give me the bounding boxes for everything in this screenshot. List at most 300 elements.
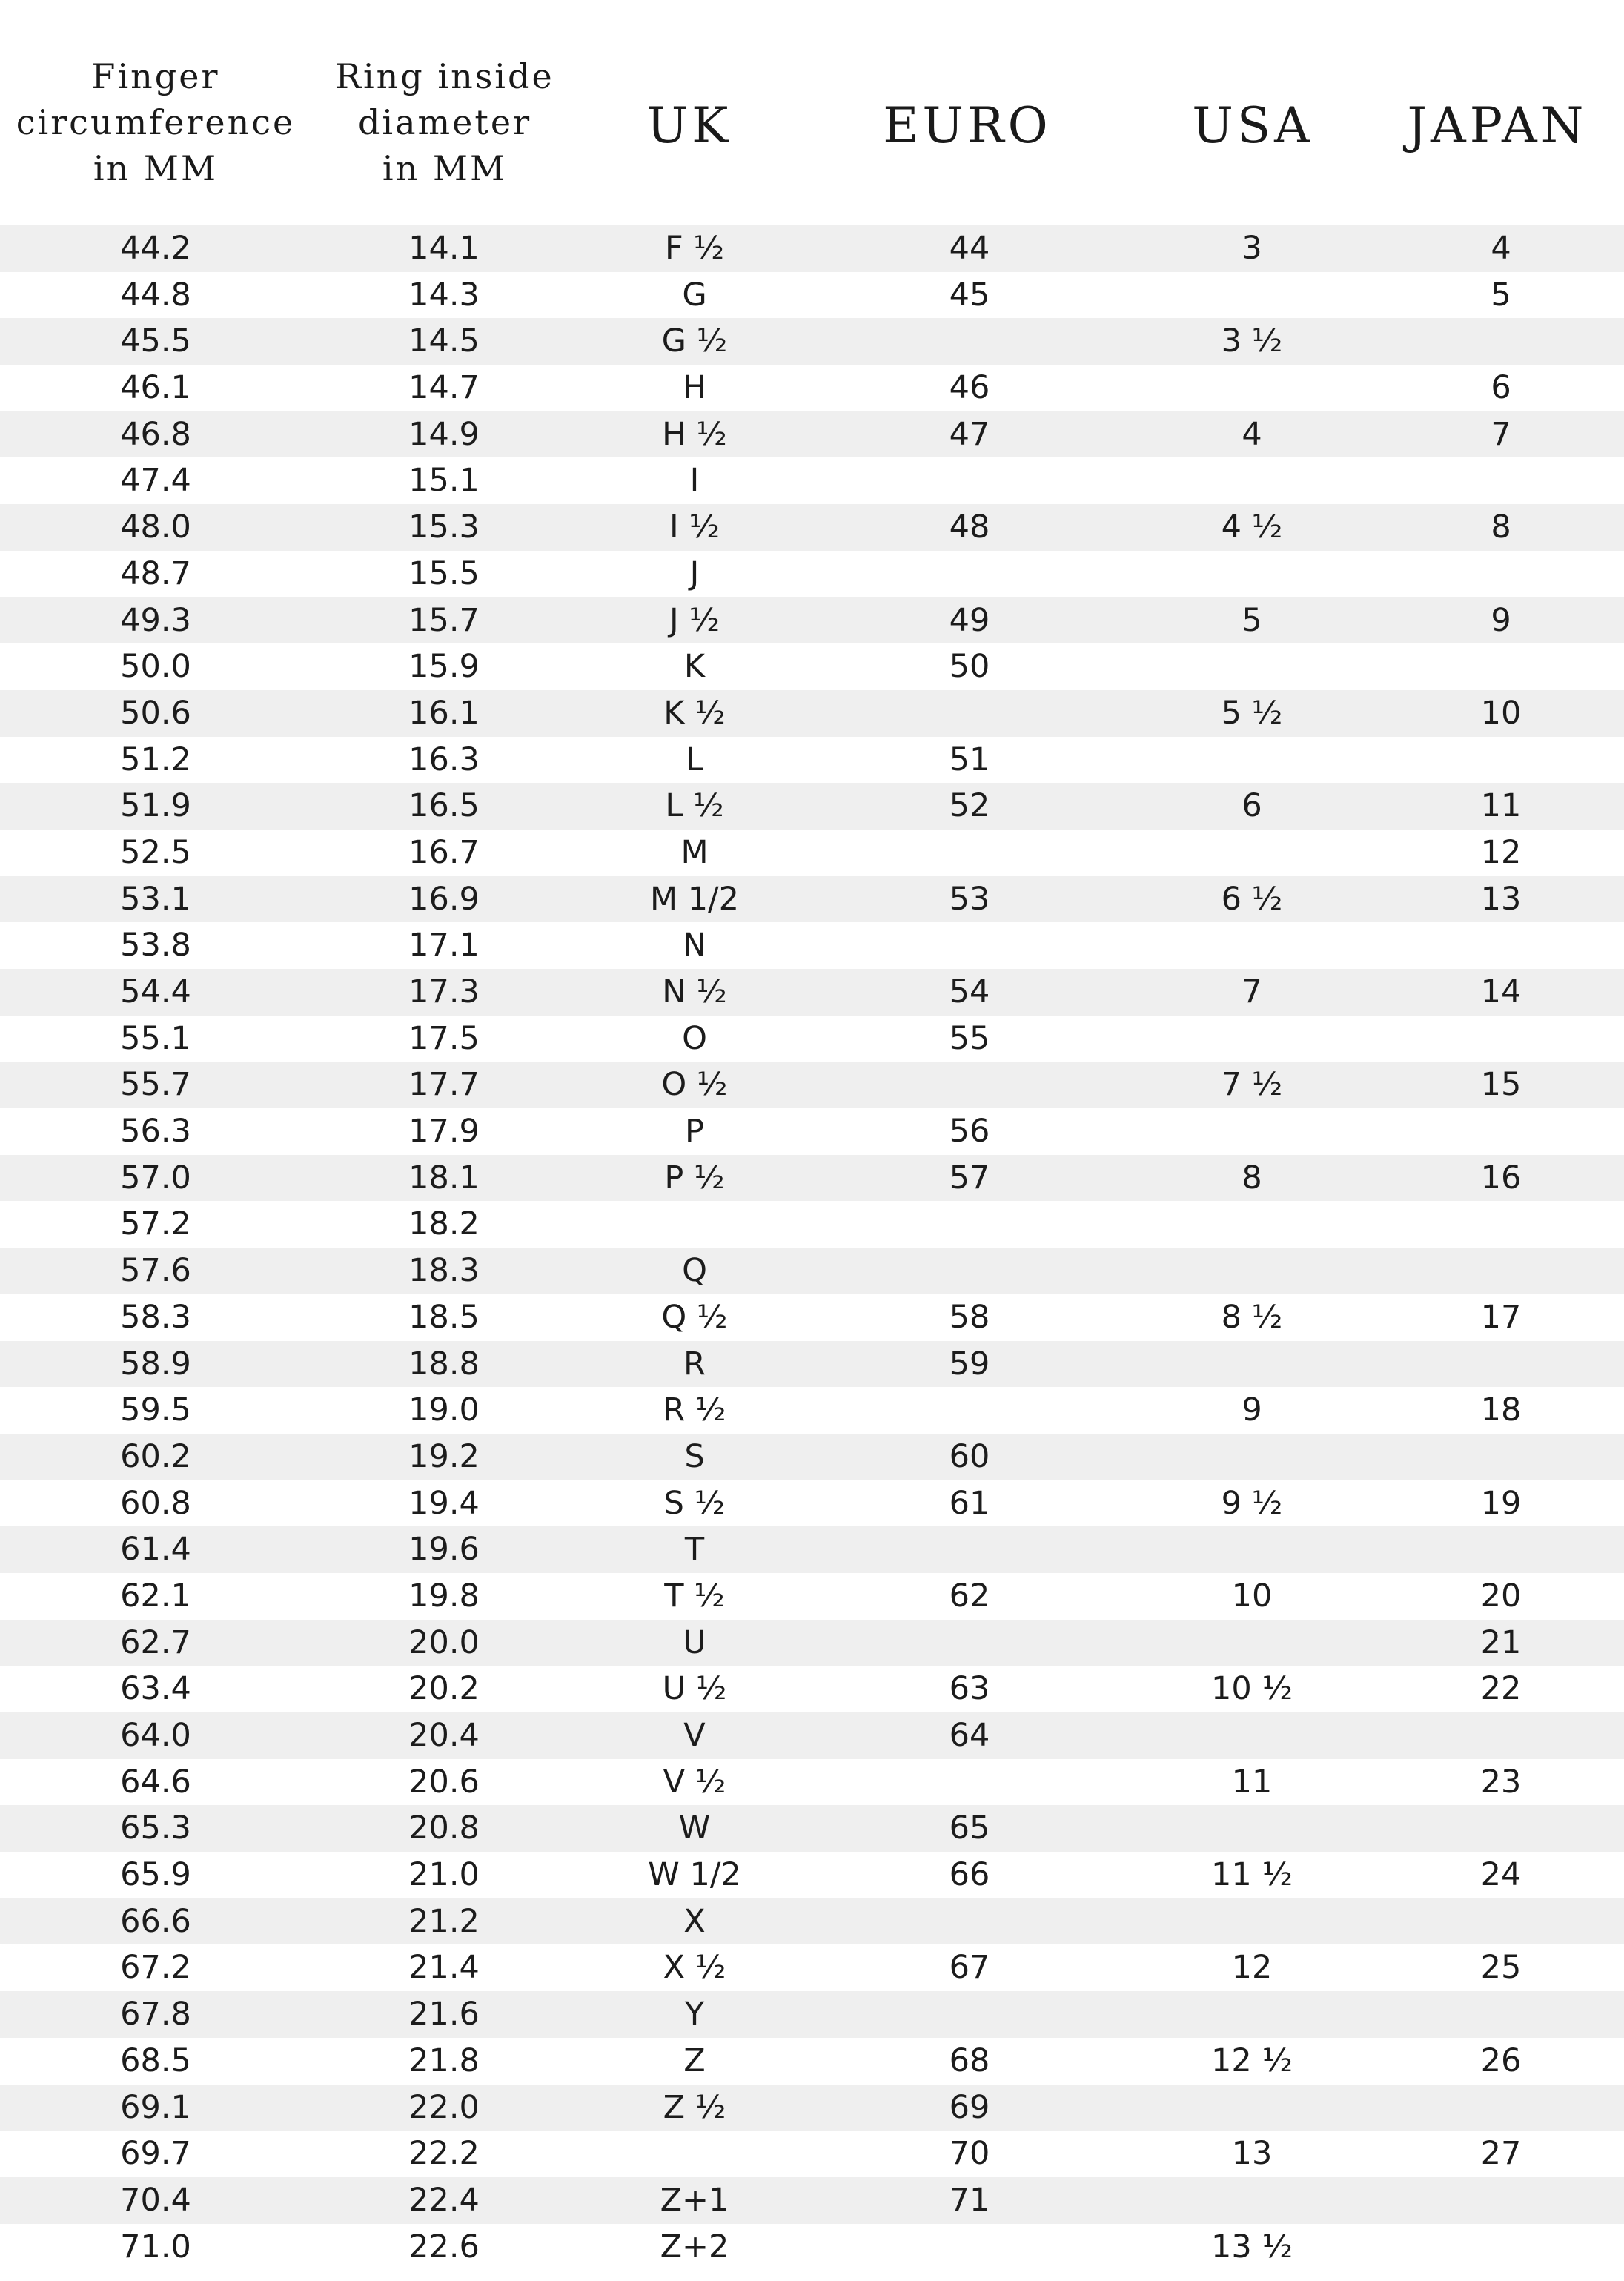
cell-inside-diameter: 18.8: [408, 1345, 480, 1383]
cell-japan: 14: [1480, 973, 1522, 1010]
cell-uk: O ½: [661, 1066, 728, 1104]
cell-usa: [1156, 1620, 1348, 1666]
cell-usa: 9 ½: [1221, 1484, 1283, 1522]
cell-inside-diameter: 21.4: [408, 1949, 480, 1987]
cell-usa: [1156, 2177, 1348, 2224]
header-japan: JAPAN: [1407, 97, 1588, 154]
cell-euro: [873, 1526, 1066, 1573]
table-row: [0, 1620, 1624, 1666]
cell-circumference: 67.8: [120, 1996, 191, 2033]
cell-uk: F ½: [664, 230, 725, 267]
cell-uk: P ½: [664, 1159, 725, 1196]
cell-uk: J ½: [669, 601, 720, 639]
cell-circumference: 52.5: [120, 833, 191, 871]
table-row: [0, 597, 1624, 644]
table-row: [0, 876, 1624, 923]
table-row: [0, 504, 1624, 551]
cell-circumference: 70.4: [120, 2181, 191, 2219]
cell-japan: [1405, 457, 1597, 504]
cell-euro: 71: [949, 2181, 990, 2219]
cell-circumference: 51.2: [120, 741, 191, 778]
cell-circumference: 48.7: [120, 554, 191, 592]
cell-euro: [873, 318, 1066, 365]
cell-euro: 44: [949, 230, 990, 267]
cell-euro: [873, 1201, 1066, 1248]
cell-uk: T: [684, 1531, 705, 1569]
table-row: [0, 1201, 1624, 1248]
table-row: [0, 1108, 1624, 1155]
cell-usa: 11: [1231, 1763, 1273, 1801]
cell-inside-diameter: 20.8: [408, 1810, 480, 1847]
cell-usa: [1156, 922, 1348, 969]
cell-usa: 8: [1242, 1159, 1262, 1196]
cell-euro: [873, 830, 1066, 876]
table-row: [0, 1852, 1624, 1898]
cell-usa: [1156, 1898, 1348, 1945]
cell-japan: 20: [1480, 1577, 1522, 1615]
cell-usa: [1156, 1712, 1348, 1759]
cell-euro: [873, 1759, 1066, 1806]
cell-uk: T ½: [664, 1577, 725, 1615]
table-row: [0, 1016, 1624, 1062]
table-row: [0, 2085, 1624, 2131]
cell-japan: 26: [1480, 2042, 1522, 2079]
cell-inside-diameter: 15.7: [408, 601, 480, 639]
cell-inside-diameter: 14.9: [408, 415, 480, 453]
cell-circumference: 60.2: [120, 1437, 191, 1475]
cell-uk: N ½: [662, 973, 727, 1010]
cell-euro: [873, 1248, 1066, 1294]
cell-uk: I ½: [669, 509, 720, 546]
cell-japan: [1405, 2177, 1597, 2224]
cell-japan: [1405, 1016, 1597, 1062]
table-row: [0, 783, 1624, 830]
cell-uk: Z: [683, 2042, 706, 2079]
header-usa: USA: [1192, 97, 1313, 154]
cell-inside-diameter: 22.2: [408, 2135, 480, 2173]
table-row: [0, 1944, 1624, 1991]
cell-usa: 5: [1242, 601, 1262, 639]
table-row: [0, 225, 1624, 272]
cell-inside-diameter: 20.0: [408, 1623, 480, 1661]
table-row: [0, 1434, 1624, 1480]
cell-euro: [873, 690, 1066, 737]
cell-uk: P: [685, 1113, 704, 1151]
cell-japan: 25: [1480, 1949, 1522, 1987]
table-row: [0, 1294, 1624, 1341]
cell-circumference: 68.5: [120, 2042, 191, 2079]
cell-uk: W 1/2: [648, 1856, 741, 1894]
cell-circumference: 65.3: [120, 1810, 191, 1847]
cell-circumference: 55.7: [120, 1066, 191, 1104]
cell-euro: 64: [949, 1717, 990, 1754]
header-finger-circumference: Finger circumference in MM: [16, 56, 296, 188]
cell-japan: 13: [1480, 880, 1522, 918]
cell-euro: [873, 922, 1066, 969]
cell-usa: 8 ½: [1221, 1298, 1283, 1336]
cell-inside-diameter: 14.3: [408, 276, 480, 314]
cell-circumference: 53.1: [120, 880, 191, 918]
cell-circumference: 50.0: [120, 648, 191, 686]
cell-uk: S ½: [663, 1484, 726, 1522]
table-row: [0, 690, 1624, 737]
cell-usa: 11 ½: [1210, 1856, 1293, 1894]
cell-euro: 58: [949, 1298, 990, 1336]
cell-usa: [1156, 737, 1348, 784]
cell-euro: [873, 1620, 1066, 1666]
cell-circumference: 48.0: [120, 509, 191, 546]
cell-circumference: 46.8: [120, 415, 191, 453]
cell-uk: V: [683, 1717, 706, 1754]
cell-circumference: 57.6: [120, 1252, 191, 1290]
cell-uk: K: [683, 648, 706, 686]
cell-japan: [1405, 2224, 1597, 2271]
cell-inside-diameter: 17.1: [408, 927, 480, 964]
cell-euro: 69: [949, 2088, 990, 2126]
cell-circumference: 51.9: [120, 787, 191, 825]
cell-euro: 51: [949, 741, 990, 778]
table-row: [0, 1248, 1624, 1294]
cell-euro: 70: [949, 2135, 990, 2173]
cell-uk: Z+1: [660, 2181, 729, 2219]
table-row: [0, 457, 1624, 504]
cell-uk: I: [689, 462, 700, 500]
cell-japan: 12: [1480, 833, 1522, 871]
cell-inside-diameter: 21.0: [408, 1856, 480, 1894]
cell-circumference: 54.4: [120, 973, 191, 1010]
cell-circumference: 63.4: [120, 1670, 191, 1708]
cell-uk: U: [683, 1623, 706, 1661]
cell-circumference: 61.4: [120, 1531, 191, 1569]
cell-inside-diameter: 19.8: [408, 1577, 480, 1615]
cell-usa: 5 ½: [1221, 694, 1283, 732]
cell-usa: 3: [1242, 230, 1262, 267]
cell-uk: M 1/2: [650, 880, 739, 918]
cell-japan: [1405, 1108, 1597, 1155]
cell-inside-diameter: 20.2: [408, 1670, 480, 1708]
cell-japan: [1405, 1201, 1597, 1248]
cell-uk: W: [678, 1810, 711, 1847]
cell-japan: [1405, 1434, 1597, 1480]
cell-inside-diameter: 16.3: [408, 741, 480, 778]
cell-circumference: 67.2: [120, 1949, 191, 1987]
cell-inside-diameter: 14.7: [408, 369, 480, 407]
cell-inside-diameter: 18.2: [408, 1205, 480, 1243]
cell-circumference: 44.2: [120, 230, 191, 267]
cell-euro: 47: [949, 415, 990, 453]
cell-japan: [1405, 551, 1597, 597]
cell-usa: [1156, 1526, 1348, 1573]
cell-usa: [1156, 1016, 1348, 1062]
cell-japan: 6: [1491, 369, 1511, 407]
cell-usa: [1156, 643, 1348, 690]
table-row: [0, 737, 1624, 784]
cell-uk: X: [683, 1902, 706, 1940]
cell-japan: 24: [1480, 1856, 1522, 1894]
table-row: [0, 830, 1624, 876]
cell-euro: 55: [949, 1019, 990, 1057]
table-row: [0, 272, 1624, 319]
cell-inside-diameter: 19.2: [408, 1437, 480, 1475]
cell-inside-diameter: 16.1: [408, 694, 480, 732]
cell-circumference: 57.2: [120, 1205, 191, 1243]
cell-euro: 49: [949, 601, 990, 639]
table-row: [0, 2038, 1624, 2085]
cell-uk: Q: [682, 1252, 707, 1290]
cell-usa: 10: [1231, 1577, 1273, 1615]
cell-inside-diameter: 16.5: [408, 787, 480, 825]
cell-uk: [598, 1201, 791, 1248]
table-row: [0, 1526, 1624, 1573]
cell-japan: [1405, 643, 1597, 690]
cell-inside-diameter: 21.8: [408, 2042, 480, 2079]
cell-circumference: 58.3: [120, 1298, 191, 1336]
cell-inside-diameter: 19.6: [408, 1531, 480, 1569]
cell-circumference: 46.1: [120, 369, 191, 407]
cell-japan: 19: [1480, 1484, 1522, 1522]
cell-inside-diameter: 16.7: [408, 833, 480, 871]
cell-uk: S: [684, 1437, 705, 1475]
cell-japan: [1405, 1341, 1597, 1388]
cell-circumference: 50.6: [120, 694, 191, 732]
cell-circumference: 60.8: [120, 1484, 191, 1522]
cell-usa: [1156, 365, 1348, 411]
table-row: [0, 2131, 1624, 2177]
cell-japan: [1405, 922, 1597, 969]
cell-usa: [1156, 1201, 1348, 1248]
cell-uk: [598, 2131, 791, 2177]
cell-euro: 66: [949, 1856, 990, 1894]
cell-uk: U ½: [662, 1670, 727, 1708]
cell-euro: 63: [949, 1670, 990, 1708]
cell-circumference: 45.5: [120, 322, 191, 360]
cell-japan: [1405, 2085, 1597, 2131]
cell-inside-diameter: 19.0: [408, 1391, 480, 1429]
cell-uk: X ½: [663, 1949, 726, 1987]
cell-euro: [873, 1387, 1066, 1434]
cell-circumference: 53.8: [120, 927, 191, 964]
table-row: [0, 1387, 1624, 1434]
cell-uk: H ½: [662, 415, 727, 453]
cell-circumference: 66.6: [120, 1902, 191, 1940]
cell-japan: 22: [1480, 1670, 1522, 1708]
cell-uk: O: [682, 1019, 707, 1057]
cell-uk: M: [680, 833, 709, 871]
cell-japan: 10: [1480, 694, 1522, 732]
cell-japan: 17: [1480, 1298, 1522, 1336]
cell-usa: 3 ½: [1221, 322, 1283, 360]
cell-usa: 6 ½: [1221, 880, 1283, 918]
cell-inside-diameter: 17.3: [408, 973, 480, 1010]
cell-inside-diameter: 14.1: [408, 230, 480, 267]
cell-euro: 46: [949, 369, 990, 407]
cell-circumference: 57.0: [120, 1159, 191, 1196]
cell-usa: 9: [1242, 1391, 1262, 1429]
cell-usa: [1156, 551, 1348, 597]
table-row: [0, 1666, 1624, 1712]
cell-usa: 12: [1231, 1949, 1273, 1987]
cell-japan: [1405, 1991, 1597, 2038]
cell-japan: 7: [1491, 415, 1511, 453]
cell-circumference: 71.0: [120, 2228, 191, 2265]
table-row: [0, 1480, 1624, 1527]
cell-uk: H: [682, 369, 707, 407]
cell-circumference: 69.7: [120, 2135, 191, 2173]
cell-euro: 68: [949, 2042, 990, 2079]
table-row: [0, 922, 1624, 969]
table-row: [0, 969, 1624, 1016]
cell-euro: 67: [949, 1949, 990, 1987]
table-row: [0, 1155, 1624, 1202]
cell-usa: [1156, 2085, 1348, 2131]
cell-uk: Z ½: [663, 2088, 726, 2126]
cell-usa: [1156, 457, 1348, 504]
cell-uk: Q ½: [661, 1298, 728, 1336]
header-euro: EURO: [883, 97, 1052, 154]
cell-circumference: 47.4: [120, 462, 191, 500]
cell-euro: [873, 1062, 1066, 1108]
cell-uk: L: [686, 741, 703, 778]
cell-inside-diameter: 17.9: [408, 1113, 480, 1151]
cell-usa: 12 ½: [1210, 2042, 1293, 2079]
table-row: [0, 1062, 1624, 1108]
cell-inside-diameter: 17.7: [408, 1066, 480, 1104]
cell-euro: 56: [949, 1113, 990, 1151]
cell-usa: [1156, 272, 1348, 319]
cell-uk: N: [682, 927, 707, 964]
table-row: [0, 2177, 1624, 2224]
cell-circumference: 44.8: [120, 276, 191, 314]
cell-japan: 8: [1491, 509, 1511, 546]
cell-inside-diameter: 14.5: [408, 322, 480, 360]
cell-euro: 65: [949, 1810, 990, 1847]
cell-usa: 7: [1242, 973, 1262, 1010]
table-row: [0, 1898, 1624, 1945]
table-row: [0, 551, 1624, 597]
table-row: [0, 1341, 1624, 1388]
table-row: [0, 643, 1624, 690]
cell-japan: [1405, 1805, 1597, 1852]
cell-circumference: 58.9: [120, 1345, 191, 1383]
cell-inside-diameter: 21.2: [408, 1902, 480, 1940]
cell-circumference: 56.3: [120, 1113, 191, 1151]
cell-euro: 57: [949, 1159, 990, 1196]
cell-japan: 21: [1480, 1623, 1522, 1661]
cell-usa: [1156, 1248, 1348, 1294]
cell-circumference: 64.6: [120, 1763, 191, 1801]
cell-usa: [1156, 1108, 1348, 1155]
cell-euro: 62: [949, 1577, 990, 1615]
cell-circumference: 49.3: [120, 601, 191, 639]
cell-japan: 4: [1491, 230, 1511, 267]
cell-usa: 13 ½: [1210, 2228, 1293, 2265]
cell-japan: 18: [1480, 1391, 1522, 1429]
cell-euro: [873, 457, 1066, 504]
cell-inside-diameter: 18.3: [408, 1252, 480, 1290]
cell-inside-diameter: 22.4: [408, 2181, 480, 2219]
cell-japan: 15: [1480, 1066, 1522, 1104]
cell-japan: 11: [1480, 787, 1522, 825]
cell-usa: [1156, 1805, 1348, 1852]
cell-euro: 59: [949, 1345, 990, 1383]
table-row: [0, 318, 1624, 365]
cell-japan: 9: [1491, 601, 1511, 639]
cell-euro: 52: [949, 787, 990, 825]
cell-euro: 53: [949, 880, 990, 918]
cell-inside-diameter: 18.1: [408, 1159, 480, 1196]
cell-usa: [1156, 1341, 1348, 1388]
cell-usa: 7 ½: [1221, 1066, 1283, 1104]
cell-circumference: 59.5: [120, 1391, 191, 1429]
cell-euro: 60: [949, 1437, 990, 1475]
table-row: [0, 411, 1624, 458]
table-row: [0, 1573, 1624, 1620]
cell-usa: 13: [1231, 2135, 1273, 2173]
cell-inside-diameter: 18.5: [408, 1298, 480, 1336]
cell-inside-diameter: 15.1: [408, 462, 480, 500]
cell-circumference: 62.7: [120, 1623, 191, 1661]
cell-inside-diameter: 17.5: [408, 1019, 480, 1057]
cell-japan: [1405, 1712, 1597, 1759]
cell-uk: K ½: [663, 694, 726, 732]
cell-uk: V ½: [663, 1763, 726, 1801]
cell-euro: 54: [949, 973, 990, 1010]
cell-euro: 48: [949, 509, 990, 546]
cell-japan: [1405, 1248, 1597, 1294]
cell-uk: R ½: [663, 1391, 726, 1429]
table-row: [0, 365, 1624, 411]
size-table-body: [0, 225, 1624, 2270]
cell-inside-diameter: 15.9: [408, 648, 480, 686]
cell-circumference: 62.1: [120, 1577, 191, 1615]
cell-circumference: 55.1: [120, 1019, 191, 1057]
cell-japan: [1405, 318, 1597, 365]
table-row: [0, 1805, 1624, 1852]
cell-japan: 27: [1480, 2135, 1522, 2173]
cell-inside-diameter: 22.6: [408, 2228, 480, 2265]
cell-inside-diameter: 16.9: [408, 880, 480, 918]
cell-inside-diameter: 21.6: [408, 1996, 480, 2033]
cell-usa: 4: [1242, 415, 1262, 453]
cell-inside-diameter: 19.4: [408, 1484, 480, 1522]
cell-circumference: 69.1: [120, 2088, 191, 2126]
table-row: [0, 1712, 1624, 1759]
cell-uk: G: [682, 276, 707, 314]
cell-euro: 61: [949, 1484, 990, 1522]
cell-inside-diameter: 15.5: [408, 554, 480, 592]
cell-japan: [1405, 737, 1597, 784]
cell-usa: [1156, 830, 1348, 876]
cell-inside-diameter: 22.0: [408, 2088, 480, 2126]
cell-inside-diameter: 20.4: [408, 1717, 480, 1754]
header-ring-inside-diameter: Ring inside diameter in MM: [335, 56, 554, 188]
cell-usa: 4 ½: [1221, 509, 1283, 546]
header-uk: UK: [646, 97, 732, 154]
cell-usa: 10 ½: [1210, 1670, 1293, 1708]
table-row: [0, 1759, 1624, 1806]
cell-inside-diameter: 20.6: [408, 1763, 480, 1801]
cell-usa: [1156, 1434, 1348, 1480]
cell-uk: L ½: [665, 787, 724, 825]
table-row: [0, 1991, 1624, 2038]
cell-euro: [873, 2224, 1066, 2271]
cell-uk: G ½: [661, 322, 728, 360]
cell-japan: 16: [1480, 1159, 1522, 1196]
cell-japan: 23: [1480, 1763, 1522, 1801]
cell-uk: J: [689, 554, 700, 592]
cell-usa: [1156, 1991, 1348, 2038]
cell-circumference: 65.9: [120, 1856, 191, 1894]
